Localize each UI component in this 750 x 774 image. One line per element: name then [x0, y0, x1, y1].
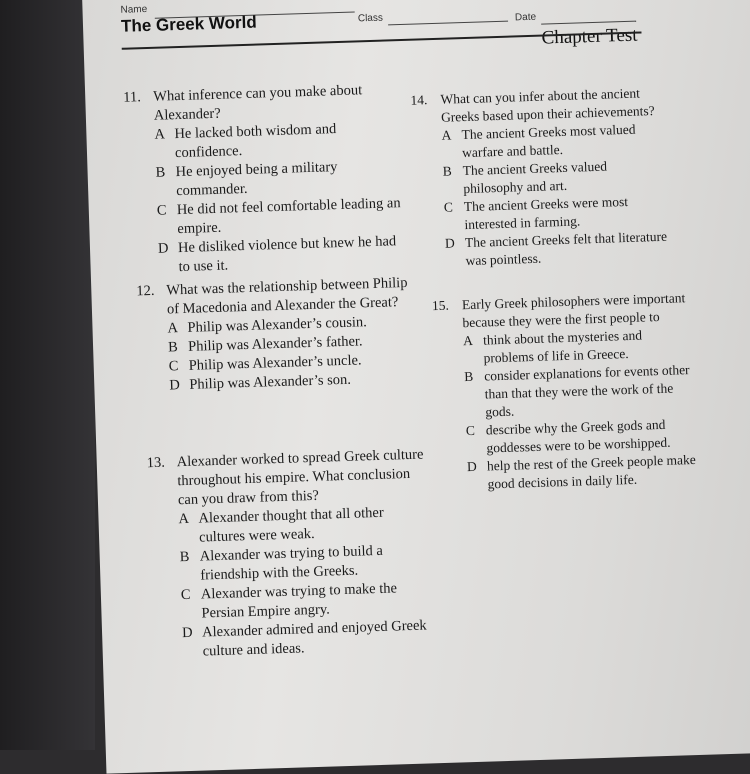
class-label: Class	[357, 12, 384, 25]
option-d: D Alexander admired and enjoyed Greek culture and ideas.	[181, 617, 427, 660]
question-stem: Early Greek philosophers were important because they were the first people to	[461, 290, 686, 331]
option-d: D The ancient Greeks felt that literature was pointless.	[444, 228, 668, 269]
background-shadow	[0, 0, 95, 750]
question-13	[146, 445, 432, 662]
option-a: A think about the mysteries and problems of life in Greece.	[462, 327, 643, 366]
date-label: Date	[514, 11, 537, 24]
date-line	[541, 21, 636, 25]
option-b: B consider explanations for events other than that they were the work of the gods.	[463, 362, 690, 420]
option-a: A Alexander thought that all other cultures were weak.	[178, 504, 384, 546]
option-a: A The ancient Greeks most valued warfare and battle.	[441, 121, 636, 161]
question-stem: What inference can you make about Alexander?	[153, 82, 363, 124]
option-b: B The ancient Greeks valued philosophy and art.	[442, 158, 608, 197]
option-c: C The ancient Greeks were most interested in farming.	[443, 193, 629, 233]
question-number: 12.	[136, 282, 155, 300]
option-b: B Philip was Alexander’s father.	[167, 333, 363, 356]
test-paper	[82, 0, 750, 774]
chapter-label: Chapter Test	[541, 24, 638, 49]
option-d: D Philip was Alexander’s son.	[169, 371, 352, 394]
question-number: 13.	[146, 454, 166, 472]
option-c: C Alexander was trying to make the Persian Empire angry.	[180, 580, 398, 622]
option-c: C He did not feel comfortable leading an empire.	[156, 195, 401, 238]
question-number: 14.	[410, 92, 428, 108]
option-c: C describe why the Greek gods and goddesses were to be worshipped.	[465, 416, 671, 456]
question-number: 11.	[123, 89, 142, 106]
option-c: C Philip was Alexander’s uncle.	[168, 352, 362, 375]
class-line	[388, 21, 508, 26]
option-a: A Philip was Alexander’s cousin.	[167, 314, 368, 337]
question-12	[136, 274, 419, 396]
question-15	[431, 289, 698, 494]
option-d: D help the rest of the Greek people make good decisions in daily life.	[466, 451, 696, 492]
question-11	[123, 80, 409, 278]
question-stem: What can you infer about the ancient Greeks based upon their achievements?	[440, 85, 655, 125]
question-stem: What was the relationship between Philip of Macedonia and Alexander the Great?	[166, 274, 408, 318]
option-a: A He lacked both wisdom and confidence.	[154, 121, 337, 162]
question-number: 15.	[431, 297, 450, 314]
question-stem: Alexander worked to spread Greek culture throughout his empire. What conclusion can you draw from this?	[176, 446, 424, 509]
name-label: Name	[120, 3, 148, 16]
question-14	[410, 84, 671, 271]
option-b: B Alexander was trying to build a friendship with the Greeks.	[179, 542, 384, 584]
option-d: D He disliked violence but knew he had to use it.	[157, 233, 397, 276]
page-title: The Greek World	[120, 12, 257, 36]
option-b: B He enjoyed being a military commander.	[155, 159, 338, 200]
